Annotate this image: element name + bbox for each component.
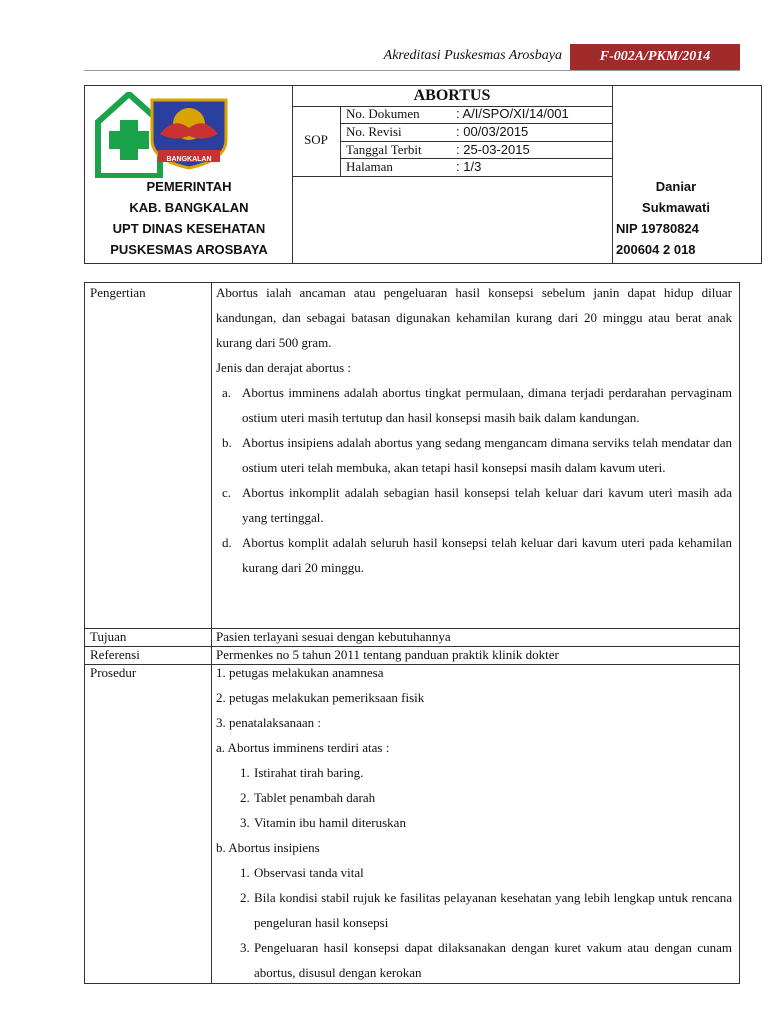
form-code-badge: F-002A/PKM/2014 — [570, 44, 740, 70]
step: 2. petugas melakukan pemeriksaan fisik — [216, 690, 425, 705]
list-item: d. Abortus komplit adalah seluruh hasil konsepsi telah keluar dari kavum uteri pada kehamilan kurang dari 20 minggu. — [222, 535, 732, 575]
list-item: 2. Bila kondisi stabil rujuk ke fasilitas pelayanan kesehatan yang lebih lengkap untuk rencana pengeluran hasil konsepsi — [240, 890, 732, 930]
revision-row-value: : 00/03/2015 — [456, 124, 529, 139]
org-line: PUSKESMAS AROSBAYA — [110, 242, 268, 257]
doc-row-key: No. Dokumen — [346, 106, 420, 121]
pengertian-content — [216, 280, 732, 580]
sop-label: SOP — [304, 132, 328, 147]
prosedur-label: Prosedur — [90, 665, 137, 680]
page-row-value: : 1/3 — [456, 159, 482, 174]
header-divider — [84, 70, 740, 71]
referensi-text: Permenkes no 5 tahun 2011 tentang panduan praktik klinik dokter — [216, 647, 559, 662]
signer-name-last: Sukmawati — [642, 200, 710, 215]
signer-name-first: Daniar — [655, 179, 697, 194]
jenis-title: Jenis dan derajat abortus : — [216, 360, 352, 375]
list-item: 2. Tablet penambah darah — [240, 790, 376, 805]
list-item: 3. Pengeluaran hasil konsepsi dapat dilaksanakan dengan kuret vakum atau dengan cunam abortus, disusul dengan kerokan — [240, 940, 732, 980]
date-row-value: : 25-03-2015 — [456, 142, 530, 157]
pengertian-label: Pengertian — [90, 285, 146, 300]
list-item: 1. Observasi tanda vital — [240, 865, 364, 880]
org-line: PEMERINTAH — [146, 179, 232, 194]
signer-block — [616, 176, 736, 260]
tujuan-text: Pasien terlayani sesuai dengan kebutuhannya — [216, 629, 451, 644]
doc-row-value: : A/I/SPO/XI/14/001 — [456, 106, 569, 121]
crest-label: BANGKALAN — [166, 156, 212, 163]
step: 1. petugas melakukan anamnesa — [216, 665, 384, 680]
list-item: 3. Vitamin ibu hamil diteruskan — [240, 815, 406, 830]
pengertian-intro: Abortus ialah ancaman atau pengeluaran hasil konsepsi sebelum janin dapat hidup diluar kandungan, dan sebagai batasan digunakan kehamilan kurang dari 20 minggu atau berat anak kurang dari 500 gram. — [216, 285, 732, 350]
tujuan-label: Tujuan — [90, 629, 127, 644]
subsection-a-title: a. Abortus imminens terdiri atas : — [216, 740, 390, 755]
sop-title: ABORTUS — [413, 87, 491, 104]
step: 3. penatalaksanaan : — [216, 715, 322, 730]
org-line: KAB. BANGKALAN — [129, 200, 249, 215]
signer-nip: NIP 19780824 — [616, 221, 699, 236]
page-row-key: Halaman — [346, 159, 393, 174]
bangkalan-crest-logo — [146, 94, 232, 170]
referensi-label: Referensi — [90, 647, 140, 662]
date-row-key: Tanggal Terbit — [346, 142, 422, 157]
list-item: 1. Istirahat tirah baring. — [240, 765, 364, 780]
org-line: UPT DINAS KESEHATAN — [112, 221, 266, 236]
revision-row-key: No. Revisi — [346, 124, 402, 139]
subsection-b-title: b. Abortus insipiens — [216, 840, 320, 855]
list-item: b. Abortus insipiens adalah abortus yang sedang mengancam dimana serviks telah mendatar dan ostium uteri telah membuka, akan tetapi hasil konsepsi masih dalam kavum uteri. — [222, 435, 732, 475]
organization-block — [86, 176, 292, 260]
list-item: a. Abortus imminens adalah abortus tingkat permulaan, dimana terjadi perdarahan pervaginam ostium uteri masih tertutup dan hasil konsepsi masih baik dalam kandungan. — [222, 385, 732, 425]
prosedur-content — [216, 660, 732, 985]
signer-nip-cont: 200604 2 018 — [616, 242, 696, 257]
list-item: c. Abortus inkomplit adalah sebagian hasil konsepsi telah keluar dari kavum uteri masih ada yang tertinggal. — [222, 485, 732, 525]
page-header-title: Akreditasi Puskesmas Arosbaya — [383, 48, 562, 63]
